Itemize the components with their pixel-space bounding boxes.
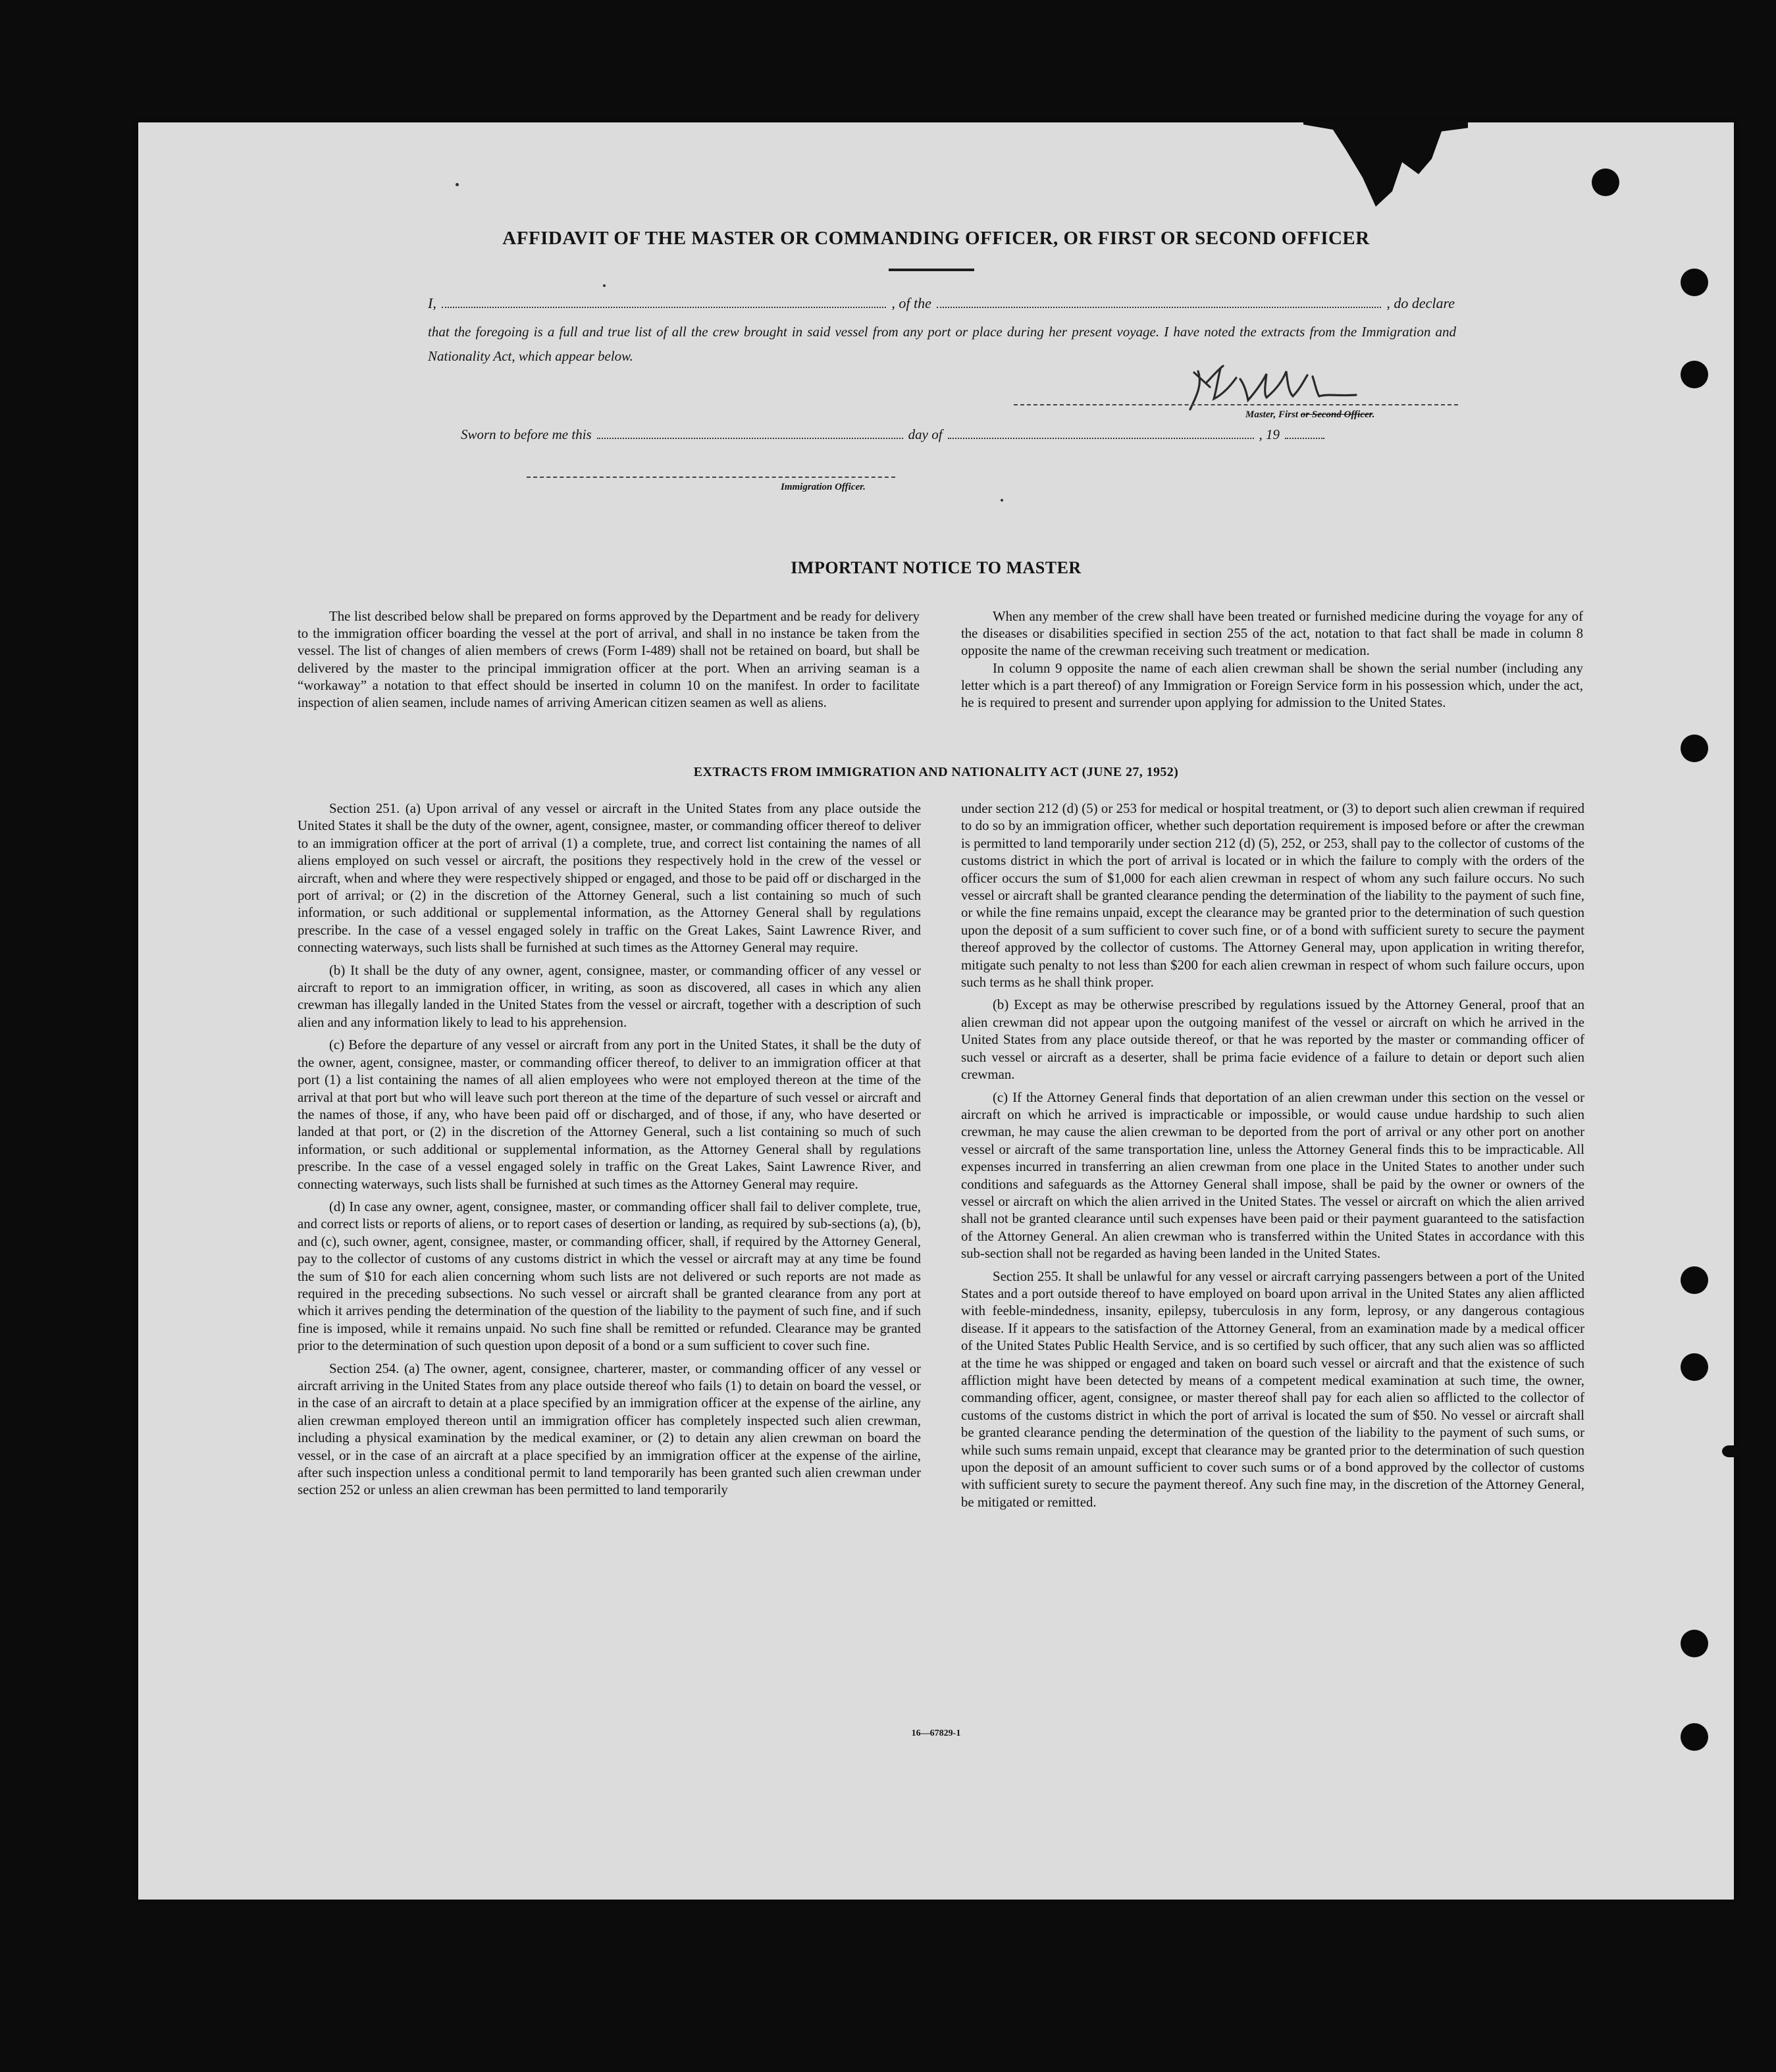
- punch-hole: [1681, 735, 1708, 762]
- caption-struck: or Second Officer: [1300, 409, 1372, 420]
- title-rule: [889, 269, 974, 271]
- sworn-line: [461, 427, 1330, 443]
- sworn-label: Sworn to before me this: [461, 427, 592, 442]
- declarant-label: I,: [428, 295, 436, 311]
- caption-period: .: [1372, 409, 1375, 420]
- caption-master: Master, First: [1245, 409, 1299, 420]
- punch-hole: [1681, 269, 1708, 296]
- document-page: [138, 122, 1734, 1900]
- officer-signature-line[interactable]: [527, 477, 895, 478]
- notice-title: IMPORTANT NOTICE TO MASTER: [791, 558, 1082, 577]
- paper-speck: [456, 183, 459, 186]
- officer-caption: Immigration Officer.: [781, 482, 866, 492]
- section-paragraph: under section 212 (d) (5) or 253 for medical or hospital treatment, or (3) to deport such alien crewman if required to do so by an immigration officer, whether such deportation requirement is imposed before or after the crewman is permitted to land temporarily under section 212 (d) (5), 252, or 253, shall pay to the collector of customs of the customs district in which the port of arrival is located or in which the failure to comply with the orders of the officer occurs the sum of $1,000 for each alien crewman in respect of whom any such failure occurs. No such vessel or aircraft shall be granted clearance pending the determination of the liability to the payment of such fine, or while the fine remains unpaid, except the clearance may be granted prior to the determination of such question upon the deposit of a sum sufficient to cover such fine, or of a bond with sufficient surety to secure the payment thereof approved by the collector of customs. The Attorney General may, upon application in writing therefor, mitigate such penalty to not less than $200 for each alien crewman in respect of whom such failure occurs, upon such terms as he shall think proper.: [961, 801, 1584, 991]
- extracts-left-column: [298, 800, 921, 1505]
- affidavit-title: AFFIDAVIT OF THE MASTER OR COMMANDING OFFICER, OR FIRST OR SECOND OFFICER: [502, 228, 1370, 249]
- notice-right-column: [961, 608, 1583, 712]
- notice-paragraph: The list described below shall be prepared on forms approved by the Department and be ready for delivery to the immigration officer boarding the vessel at the port of arrival, and shall in no instance be taken from the vessel. The list of changes of alien members of crews (Form I-489) shall not be retained on board, but shall be delivered by the master to the principal immigration officer at the port. When an arriving seaman is a “workaway” a notation to that effect should be inserted in column 10 on the manifest. In order to facilitate inspection of alien seamen, include names of arriving American citizen seamen as well as aliens.: [298, 609, 920, 711]
- punch-hole: [1681, 1353, 1708, 1381]
- section-paragraph: Section 254. (a) The owner, agent, consignee, charterer, master, or commanding officer of any vessel or aircraft arriving in the United States from any place outside thereof who fails (1) to detain on board the vessel, or in the case of an aircraft to detain at a place specified by an immigration officer at the expense of the airline, any alien crewman employed thereon until an immigration officer has completely inspected such alien crewman, including a physical examination by the medical examiner, or (2) to detain any alien crewman on board the vessel, or in the case of an aircraft at a place specified by an immigration officer at the expense of the airline, after such inspection unless a conditional permit to land temporarily has been granted such alien crewman under section 252 or unless an alien crewman has been permitted to land temporarily: [298, 1360, 921, 1498]
- section-paragraph: (d) In case any owner, agent, consignee, master, or commanding officer shall fail to deliver complete, true, and correct lists or reports of aliens, or to report cases of desertion or landing, as required by sub-sections (a), (b), and (c), such owner, agent, consignee, master, or commanding officer, shall, if required by the Attorney General, pay to the collector of customs of any customs district in which the vessel or aircraft may at any time be found the sum of $10 for each alien concerning whom such lists are not delivered or such reports are not made as required in the preceding subsections. No such vessel or aircraft shall be granted clearance from any port at which it arrives pending the determination of the question of the liability to the payment of such fine, and if such fine is imposed, while it remains unpaid. No such fine shall be remitted or refunded. Clearance may be granted prior to the determination of such question upon deposit of a bond or a sum sufficient to cover such fine.: [298, 1199, 921, 1354]
- signature-line[interactable]: [1014, 404, 1458, 405]
- section-paragraph: (b) Except as may be otherwise prescribed by regulations issued by the Attorney General, proof that an alien crewman did not appear upon the outgoing manifest of the vessel or aircraft on which he arrived in the United States from any place outside thereof, or that he was reported by the master or commanding officer of such vessel or aircraft as a deserter, shall be prima facie evidence of a failure to detain or deport such alien crewman.: [961, 997, 1584, 1083]
- sworn-year-blank[interactable]: [1285, 430, 1324, 439]
- punch-hole: [1592, 168, 1619, 196]
- declare-label: , do declare: [1386, 295, 1455, 311]
- extracts-title: EXTRACTS FROM IMMIGRATION AND NATIONALITY ACT (JUNE 27, 1952): [693, 765, 1179, 779]
- section-paragraph: Section 255. It shall be unlawful for any vessel or aircraft carrying passengers between a port of the United States and a port outside thereof to have employed on board upon arrival in the United States any alien afflicted with feeble-mindedness, insanity, epilepsy, tuberculosis in any form, leprosy, or any dangerous contagious disease. If it appears to the satisfaction of the Attorney General, from an examination made by a medical officer of the United States Public Health Service, and is so certified by such officer, that any such alien was so afflicted at the time he was shipped or engaged and taken on board such vessel or aircraft and that the existence of such affliction might have been detected by means of a competent medical examination at such time, the owner, commanding officer, agent, consignee, or master thereof shall pay for each alien so afflicted to the collector of customs of the customs district in which the port of arrival is located the sum of $50. No vessel or aircraft shall be granted clearance pending the determination of the question of the liability to the payment of such sums, or while such sums remain unpaid, except that clearance may be granted prior to the determination of such question upon the deposit of an amount sufficient to cover such sums or of a bond approved by the collector of customs with sufficient surety to secure the payment thereof. Any such fine may, in the discretion of the Attorney General, be mitigated or remitted.: [961, 1268, 1584, 1510]
- section-paragraph: (c) If the Attorney General finds that deportation of an alien crewman under this section on the vessel or aircraft on which he arrived is impracticable or impossible, or would cause undue hardship to such alien crewman, he may cause the alien crewman to be deported from the port of arrival or any other port on another vessel or aircraft of the same transportation line, unless the Attorney General finds this to be impracticable. All expenses incurred in transferring an alien crewman from one place in the United States to another under such conditions and safeguards as the Attorney General shall impose, shall be paid by the owner or owners of the vessel or aircraft on which the alien arrived in the United States. The vessel or aircraft on which the alien arrived shall not be granted clearance until such expenses have been paid or their payment guaranteed to the satisfaction of the Attorney General. An alien crewman who is transferred within the United States in accordance with this sub-section shall not be regarded as having been landed in the United States.: [961, 1089, 1584, 1262]
- punch-hole: [1681, 1266, 1708, 1294]
- punch-hole: [1681, 1630, 1708, 1657]
- form-code: 16—67829-1: [911, 1728, 961, 1738]
- notice-paragraph: In column 9 opposite the name of each alien crewman shall be shown the serial number (including any letter which is a part thereof) of any Immigration or Foreign Service form in his possession which, under the act, he is required to present and surrender upon applying for admission to the United States.: [961, 660, 1583, 711]
- sworn-day-blank[interactable]: [597, 430, 903, 439]
- paper-speck: [1001, 499, 1003, 502]
- section-paragraph: (b) It shall be the duty of any owner, agent, consignee, master, or commanding officer of any vessel or aircraft to report to an immigration officer, in writing, as soon as discovered, all cases in which any alien crewman has illegally landed in the United States from the vessel or aircraft, together with a description of such alien and any information likely to lead to his apprehension.: [298, 962, 921, 1030]
- notice-left-column: [298, 608, 920, 712]
- notice-paragraph: When any member of the crew shall have been treated or furnished medicine during the voyage for any of the diseases or disabilities specified in section 255 of the act, notation to that fact shall be made in column 8 opposite the name of the crewman receiving such treatment or medication.: [961, 609, 1583, 659]
- sworn-day-label: day of: [908, 427, 943, 442]
- signature-caption: [1245, 409, 1374, 421]
- vessel-name-blank[interactable]: [937, 298, 1382, 308]
- punch-hole: [1681, 361, 1708, 388]
- affidavit-statement: that the foregoing is a full and true list of all the crew brought in said vessel from any port or place during her present voyage. I have noted the extracts from the Immigration and Nationality Act, which appear below.: [428, 324, 1456, 364]
- vessel-label: , of the: [891, 295, 931, 311]
- torn-corner: [1303, 121, 1468, 207]
- extracts-right-column: [961, 800, 1584, 1516]
- page-edge-notch: [1722, 1445, 1737, 1457]
- declarant-line: [428, 295, 1455, 312]
- sworn-year-label: , 19: [1259, 427, 1280, 442]
- section-paragraph: Section 251. (a) Upon arrival of any vessel or aircraft in the United States from any place outside the United States it shall be the duty of the owner, agent, consignee, master, or commanding officer thereof to deliver to an immigration officer at the port of arrival (1) a complete, true, and correct list containing the names of all aliens employed on such vessel or aircraft, the positions they respectively hold in the crew of the vessel or aircraft, when and where they were respectively shipped or engaged, and those to be paid off or discharged in the port of arrival; or (2) in the discretion of the Attorney General, such a list containing so much of such information, or such additional or supplemental information, as the Attorney General shall by regulations prescribe. In the case of a vessel engaged solely in traffic on the Great Lakes, Saint Lawrence River, and connecting waterways, such lists shall be furnished at such times as the Attorney General may require.: [298, 801, 921, 956]
- section-paragraph: (c) Before the departure of any vessel or aircraft from any port in the United States, it shall be the duty of the owner, agent, consignee, master, or commanding officer thereof, to deliver to an immigration officer at that port (1) a list containing the names of all alien employees who were not employed thereon at the time of the arrival at that port but who will leave such port thereon at the time of the departure of such vessel or aircraft and the names of those, if any, who have been paid off or discharged, and of those, if any, who have deserted or landed at that port, or (2) in the discretion of the Attorney General, such a list containing so much of such information, or such additional or supplemental information, as the Attorney General shall by regulations prescribe. In the case of a vessel engaged solely in traffic on the Great Lakes, Saint Lawrence River, and connecting waterways, such lists shall be furnished at such times as the Attorney General may require.: [298, 1037, 921, 1192]
- paper-speck: [603, 284, 606, 287]
- sworn-month-blank[interactable]: [948, 430, 1254, 439]
- declarant-name-blank[interactable]: [442, 298, 887, 308]
